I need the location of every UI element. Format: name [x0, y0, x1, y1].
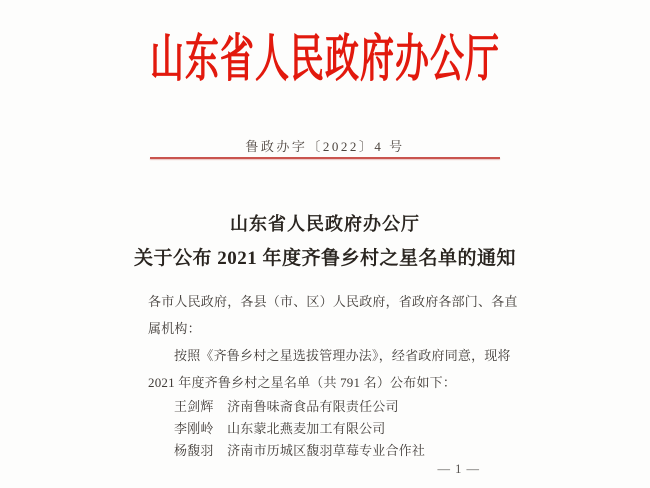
- person-name: 王剑辉: [174, 399, 214, 414]
- salutation-line-1: 各市人民政府，各县（市、区）人民政府，省政府各部门、各直: [148, 294, 518, 309]
- salutation-line-2: 属机构：: [148, 321, 201, 336]
- organization-name: 济南鲁味斋食品有限责任公司: [227, 399, 399, 414]
- letterhead-title: 山东省人民政府办公厅: [150, 32, 500, 88]
- person-name: 杨馥羽: [174, 443, 214, 458]
- document-number: 鲁政办字〔2022〕4 号: [245, 139, 405, 154]
- paragraph-line-2: 2021 年度齐鲁乡村之星名单（共 791 名）公布如下：: [148, 375, 457, 390]
- list-item: [148, 418, 538, 440]
- organization-name: 山东蒙北燕麦加工有限公司: [227, 421, 386, 436]
- page-number: — 1 —: [437, 462, 480, 476]
- document-title-line1: 山东省人民政府办公厅: [230, 214, 420, 234]
- list-item: [148, 440, 538, 462]
- list-item: [148, 396, 538, 418]
- document-body: [148, 288, 538, 462]
- red-divider-line: [150, 157, 500, 159]
- organization-name: 济南市历城区馥羽草莓专业合作社: [227, 443, 426, 458]
- document-title-line2: 关于公布 2021 年度齐鲁乡村之星名单的通知: [133, 248, 516, 269]
- document-title: [0, 210, 650, 270]
- paragraph-line-1: 按照《齐鲁乡村之星选拔管理办法》，经省政府同意，现将: [174, 348, 511, 363]
- person-name: 李刚岭: [174, 421, 214, 436]
